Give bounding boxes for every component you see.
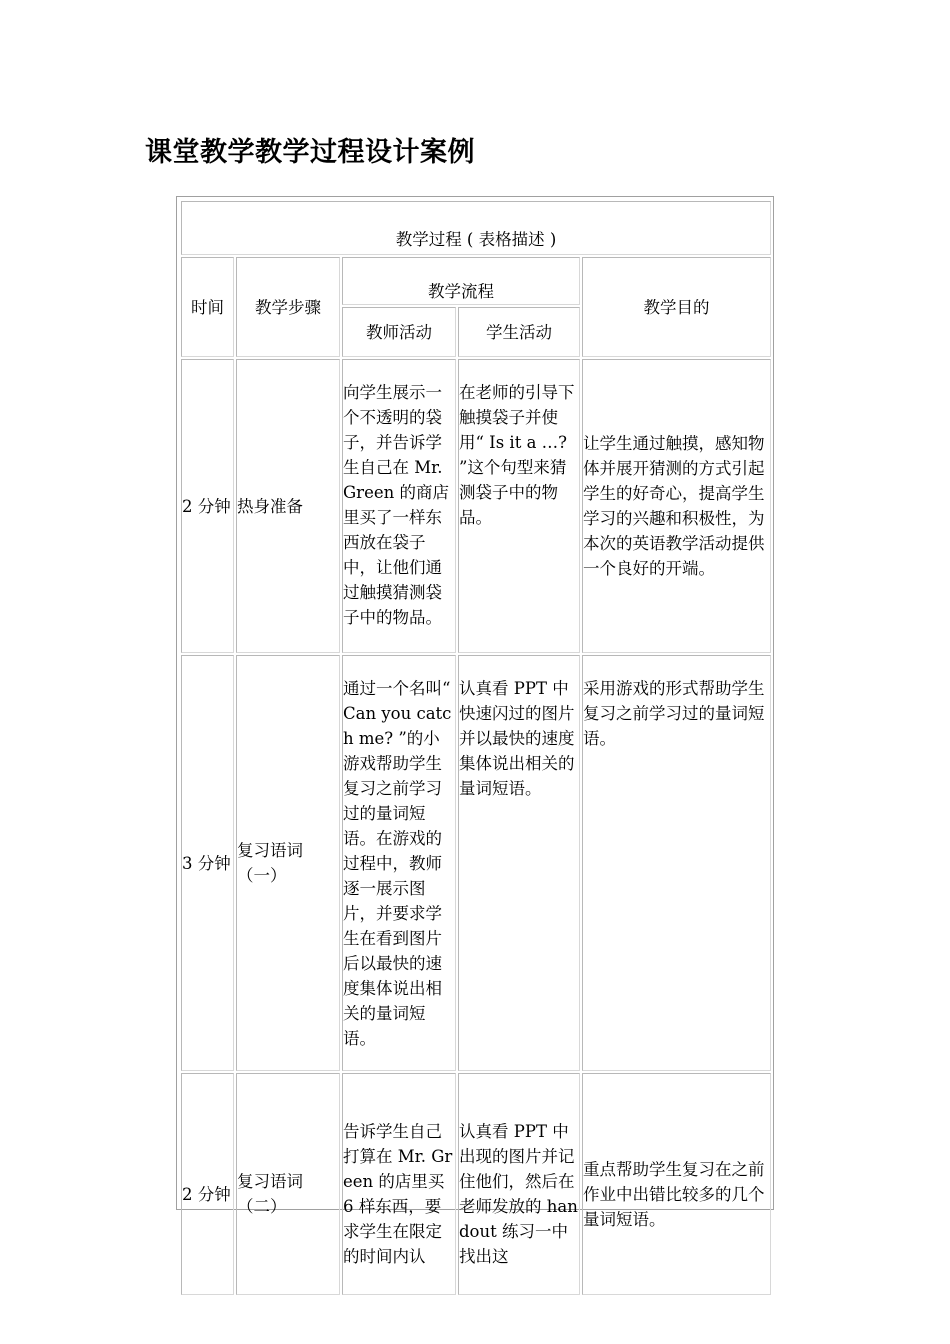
cell-teacher: 告诉学生自己打算在 Mr. Green 的店里买 6 样东西，要求学生在限定的时间内认 [342, 1073, 456, 1295]
header-teacher: 教师活动 [342, 307, 456, 357]
header-goal: 教学目的 [582, 257, 771, 357]
header-time: 时间 [181, 257, 234, 357]
cell-goal: 重点帮助学生复习在之前作业中出错比较多的几个量词短语。 [582, 1073, 771, 1295]
table-caption-row [181, 201, 771, 255]
header-step: 教学步骤 [236, 257, 340, 357]
lesson-process-table [179, 199, 773, 1297]
lesson-table-frame [176, 196, 774, 1266]
table-caption: 教学过程 ( 表格描述 ) [181, 201, 771, 255]
table-row [181, 359, 771, 653]
cell-time: 2 分钟 [181, 359, 234, 653]
cell-teacher: 向学生展示一个不透明的袋子，并告诉学生自己在 Mr. Green 的商店里买了一样东西放在袋子中，让他们通过触摸猜测袋子中的物品。 [342, 359, 456, 653]
table-row [181, 655, 771, 1071]
cell-student: 认真看 PPT 中快速闪过的图片并以最快的速度集体说出相关的量词短语。 [458, 655, 580, 1071]
cell-student: 认真看 PPT 中出现的图片并记住他们，然后在老师发放的 handout 练习一中找出这 [458, 1073, 580, 1295]
cell-time: 2 分钟 [181, 1073, 234, 1295]
cell-time: 3 分钟 [181, 655, 234, 1071]
cell-teacher: 通过一个名叫“ Can you catch me? ”的小游戏帮助学生复习之前学习过的量词短语。在游戏的过程中，教师逐一展示图片，并要求学生在看到图片后以最快的速度集体说出相关的量词短语。 [342, 655, 456, 1071]
page-title: 课堂教学教学过程设计案例 [145, 137, 475, 168]
header-student: 学生活动 [458, 307, 580, 357]
cell-step: 复习语词（二） [236, 1073, 340, 1295]
cell-goal: 采用游戏的形式帮助学生复习之前学习过的量词短语。 [582, 655, 771, 1071]
cell-step: 复习语词（一） [236, 655, 340, 1071]
cell-goal: 让学生通过触摸，感知物体并展开猜测的方式引起学生的好奇心，提高学生学习的兴趣和积极性，为本次的英语教学活动提供一个良好的开端。 [582, 359, 771, 653]
header-flow: 教学流程 [342, 257, 580, 305]
table-row [181, 1073, 771, 1295]
cell-student: 在老师的引导下触摸袋子并使用“ Is it a …? ”这个句型来猜测袋子中的物品。 [458, 359, 580, 653]
header-row [181, 257, 771, 305]
cell-step: 热身准备 [236, 359, 340, 653]
